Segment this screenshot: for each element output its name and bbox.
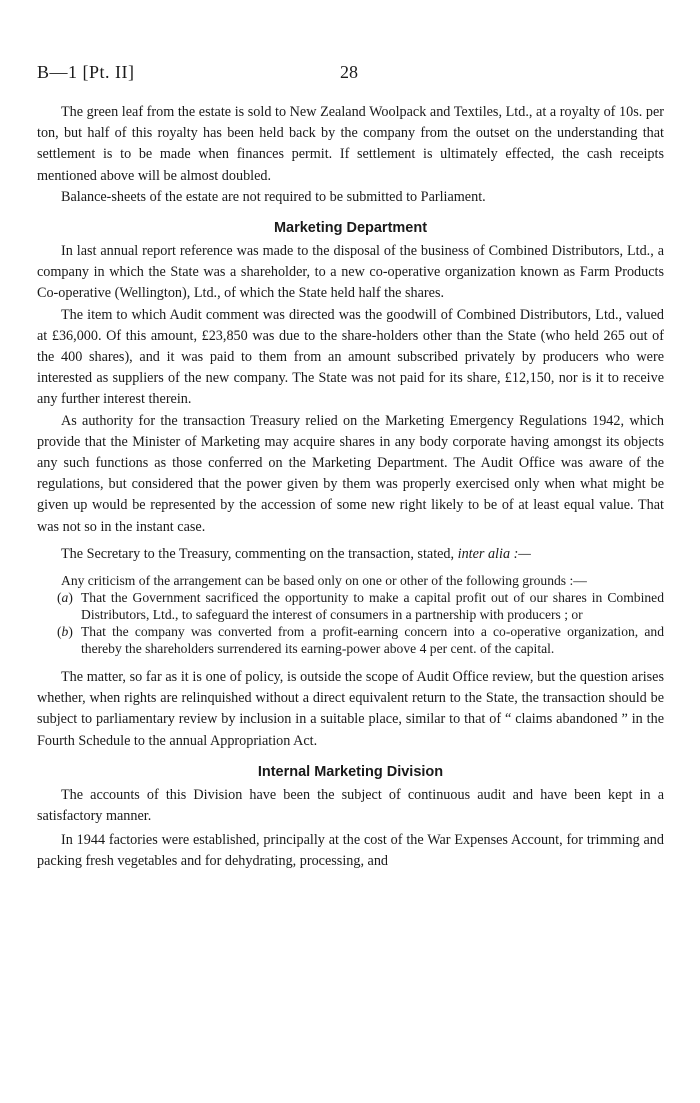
block-quote xyxy=(37,572,664,657)
paragraph-policy-review: The matter, so far as it is one of policy, is outside the scope of Audit Office review, but the question arises whether, when rights are relinquished without a direct equivalent return to the State, the transaction should be subject to parliamentary review by inclusion in a suitable place, similar to that of “ claims abandoned ” in the Fourth Schedule to the annual Appropriation Act. xyxy=(37,669,664,749)
paragraph-combined-distributors: In last annual report reference was made to the disposal of the business of Combined Distributors, Ltd., a company in which the State was a shareholder, to a new co-operative organization known as Farm Products Co-operative (Wellington), Ltd., of which the State held half the shares. xyxy=(37,243,664,302)
paragraph-accounts: The accounts of this Division have been the subject of continuous audit and have been kept in a satisfactory manner. xyxy=(37,786,664,825)
paragraph-green-leaf: The green leaf from the estate is sold to New Zealand Woolpack and Textiles, Ltd., at a royalty of 10s. per ton, but half of this royalty has been held back by the company from the outset on the understanding that settlement is to be made when finances permit. If settlement is ultimately effected, the cash receipts mentioned above will be almost doubled. xyxy=(37,104,664,184)
quote-item-b xyxy=(37,623,664,657)
section-heading-internal-marketing: Internal Marketing Division xyxy=(257,763,444,780)
paragraph-authority: As authority for the transaction Treasury relied on the Marketing Emergency Regulations 1942, which provide that the Minister of Marketing may acquire shares in any body corporate having amongst its objects any such functions as those conferred on the Marketing Department. The Audit Office was aware of the regulations, but considered that the power given by them was properly exercised only when what might be given up would be represented by the accession of some new right likely to be of at least equal value. That was not so in the instant case. xyxy=(37,412,664,535)
paragraph-goodwill: The item to which Audit comment was directed was the goodwill of Combined Distributors, Ltd., valued at £36,000. Of this amount, £23,850 was due to the share-holders other than the State (who held 265 out of the 400 shares), and it was paid to them from an amount subscribed privately by producers who were interested as suppliers of the new company. The State was not paid for its share, £12,150, nor is it to receive any further interest therein. xyxy=(37,306,664,408)
paragraph-factories: In 1944 factories were established, principally at the cost of the War Expenses Account, for trimming and packing fresh vegetables and for dehydrating, processing, and xyxy=(37,832,664,870)
quote-lead-italic: inter alia :— xyxy=(457,545,531,562)
section-heading-marketing-department: Marketing Department xyxy=(273,220,428,237)
document-reference: B—1 [Pt. II] xyxy=(37,62,135,82)
document-body xyxy=(37,102,664,873)
quote-item-label: (a) xyxy=(57,590,73,606)
quote-lead xyxy=(37,544,664,565)
quote-lead-text: The Secretary to the Treasury, commenting on the transaction, stated, xyxy=(61,545,455,562)
quote-item-a xyxy=(37,589,664,623)
quote-item-text: That the Government sacrificed the opportunity to make a capital profit out of our shares in Combined Distributors, Ltd., to safeguard the interest of consumers in a partnership with producers ; or xyxy=(81,590,664,623)
page-header xyxy=(37,62,664,86)
paragraph-balance-sheets: Balance-sheets of the estate are not required to be submitted to Parliament. xyxy=(61,188,486,205)
quote-intro: Any criticism of the arrangement can be based only on one or other of the following grounds :— xyxy=(61,573,587,589)
quote-item-text: That the company was converted from a profit-earning concern into a co-operative organization, and thereby the shareholders surrendered its earning-power above 4 per cent. of the capital. xyxy=(81,624,664,657)
quote-item-label: (b) xyxy=(57,624,73,640)
page-number: 28 xyxy=(340,62,358,82)
